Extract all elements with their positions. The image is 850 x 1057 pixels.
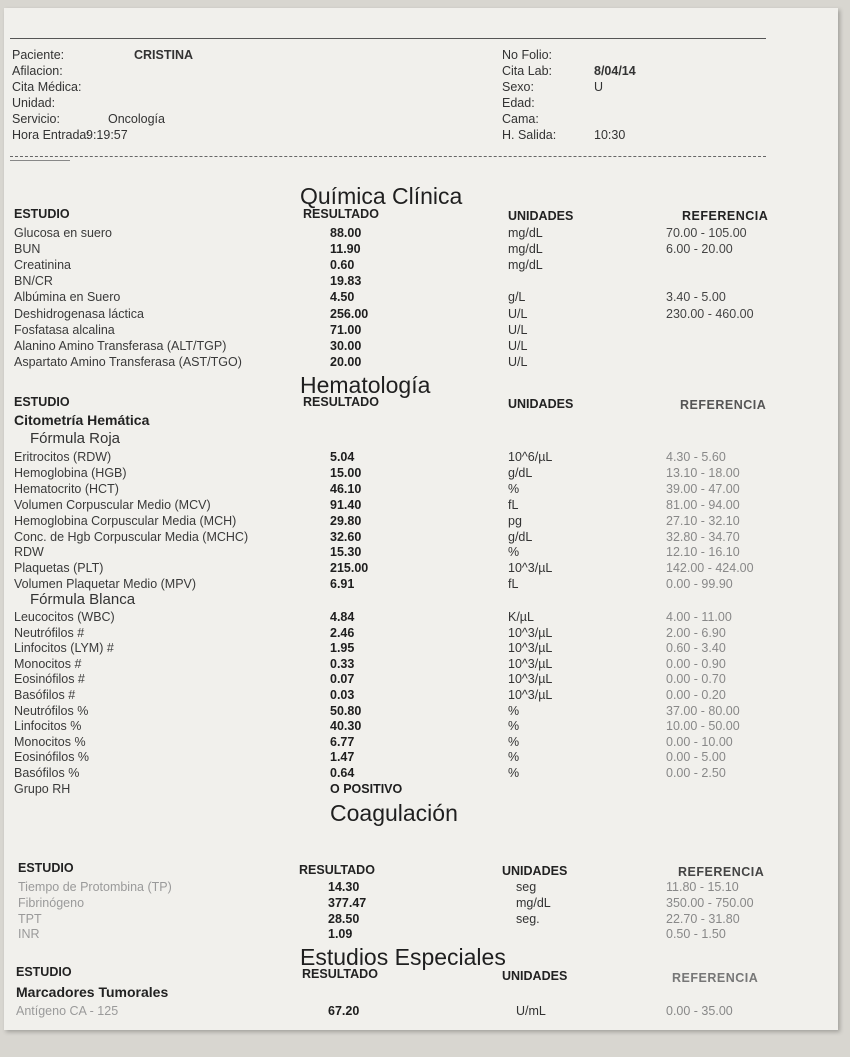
study-name: Monocitos % [14,734,86,749]
col-head-unidades: UNIDADES [508,209,574,223]
study-name: Alanino Amino Transferasa (ALT/TGP) [14,338,227,353]
study-name: Linfocitos % [14,719,82,734]
study-name: Aspartato Amino Transferasa (AST/TGO) [14,354,242,369]
study-name: Tiempo de Protombina (TP) [18,880,172,894]
result-value: 20.00 [330,354,362,369]
result-value: 256.00 [330,306,369,321]
unit-value: % [508,766,520,780]
result-value: 6.77 [330,734,355,749]
reference-range: 350.00 - 750.00 [666,895,754,910]
study-name: Plaquetas (PLT) [14,561,104,576]
study-name: Grupo RH [14,781,71,796]
table-row [4,306,838,322]
unit-value: U/L [508,338,528,353]
study-name: INR [18,927,40,942]
study-name: Antígeno CA - 125 [16,1004,119,1018]
reference-range: 0.00 - 35.00 [666,1004,733,1018]
table-row [4,481,838,497]
header-field-value: U [594,80,604,94]
study-name: Fibrinógeno [18,895,85,910]
result-value: 0.33 [330,656,355,671]
reference-range: 6.00 - 20.00 [666,242,733,257]
table-row [4,354,838,370]
table-row [4,911,838,927]
header-field-label: Cita Médica: [12,80,82,94]
header-field-value: Oncología [108,112,165,126]
header-field-label: Servicio: [12,112,60,126]
table-row [4,560,838,576]
reference-range: 0.00 - 0.70 [666,672,726,687]
table-row [4,765,838,781]
header-field-label: Cama: [502,112,539,126]
col-head-estudio: ESTUDIO [14,207,70,221]
result-value: 88.00 [330,226,362,240]
unit-value: 10^3/µL [508,625,553,640]
unit-value: U/L [508,306,528,321]
unit-value: 10^3/µL [508,561,553,576]
header-top-rule [10,38,766,39]
header-field-value: 10:30 [594,128,626,142]
unit-value: g/dL [508,465,533,480]
table-row [4,322,838,338]
result-value: 14.30 [328,880,360,894]
unit-value: 10^3/µL [508,688,553,702]
study-name: Neutrófilos # [14,625,85,640]
table-row [4,544,838,560]
result-value: 0.64 [330,766,355,780]
reference-range: 27.10 - 32.10 [666,513,740,528]
table-row [4,225,838,241]
study-name: Eosinófilos # [14,672,85,687]
reference-range: 230.00 - 460.00 [666,306,754,321]
study-name: Leucocitos (WBC) [14,610,115,624]
unit-value: mg/dL [508,258,543,273]
result-value: 46.10 [330,481,362,496]
col-head-estudio: ESTUDIO [18,861,74,875]
reference-range: 142.00 - 424.00 [666,561,754,576]
study-name: Albúmina en Suero [14,290,121,305]
header-field-label: Afilacion: [12,64,63,78]
study-name: Volumen Corpuscular Medio (MCV) [14,497,211,512]
result-value: 1.47 [330,750,355,765]
unit-value: mg/dL [508,226,543,240]
table-row [4,289,838,305]
reference-range: 0.00 - 0.90 [666,656,726,671]
unit-value: seg. [516,911,540,926]
table-row [4,879,838,895]
header-field-label: No Folio: [502,48,553,62]
study-name: Conc. de Hgb Corpuscular Media (MCHC) [14,529,249,544]
table-row [4,1003,838,1019]
reference-range: 13.10 - 18.00 [666,465,740,480]
unit-value: U/L [508,354,528,369]
col-head-resultado: RESULTADO [303,207,379,221]
table-row [4,513,838,529]
unit-value: g/dL [508,529,533,544]
col-head-referencia: REFERENCIA [678,865,765,879]
reference-range: 10.00 - 50.00 [666,719,740,734]
unit-value: fL [508,497,519,512]
table-row [4,687,838,703]
study-name: Eosinófilos % [14,750,90,765]
col-head-resultado: RESULTADO [303,395,379,409]
unit-value: 10^3/µL [508,641,553,656]
reference-range: 0.00 - 0.20 [666,688,726,702]
unit-value: fL [508,577,519,592]
study-name: Glucosa en suero [14,226,112,240]
reference-range: 0.00 - 99.90 [666,577,733,592]
header-field-label: H. Salida: [502,128,557,142]
unit-value: % [508,545,520,560]
table-row [4,338,838,354]
table-row [4,656,838,672]
result-value: 40.30 [330,719,362,734]
table-row [4,718,838,734]
col-head-unidades: UNIDADES [502,969,568,983]
table-row [4,576,838,592]
header-short-rule [10,160,70,161]
reference-range: 4.30 - 5.60 [666,450,726,464]
table-row [4,241,838,257]
col-head-unidades: UNIDADES [502,864,568,878]
study-name: Creatinina [14,258,71,273]
col-head-resultado: RESULTADO [302,967,378,981]
result-value: 30.00 [330,338,362,353]
result-value: 29.80 [330,513,362,528]
table-row [4,703,838,719]
study-name: BUN [14,242,41,257]
result-value: 4.50 [330,290,355,305]
study-name: Hemoglobina Corpuscular Media (MCH) [14,513,237,528]
header-field-label: Unidad: [12,96,56,110]
section-title-quimica: Química Clínica [300,183,463,209]
study-name: Eritrocitos (RDW) [14,450,112,464]
header-field-value: 9:19:57 [86,128,128,142]
header-field-label: Edad: [502,96,535,110]
reference-range: 3.40 - 5.00 [666,290,726,305]
result-value: 15.30 [330,545,362,560]
result-value: 19.83 [330,274,362,289]
study-name: BN/CR [14,274,53,289]
reference-range: 11.80 - 15.10 [666,880,739,894]
result-value: 15.00 [330,465,362,480]
table-row [4,640,838,656]
unit-value: mg/dL [516,895,551,910]
header-field-label: Hora Entrada: [12,128,90,142]
result-value: 1.09 [328,927,353,942]
study-name: TPT [18,911,42,926]
table-row [4,734,838,750]
header-field-label: Paciente: [12,48,65,62]
result-value: 0.07 [330,672,355,687]
result-value: 2.46 [330,625,355,640]
study-name: Hemoglobina (HGB) [14,465,127,480]
table-row [4,926,838,942]
study-name: Linfocitos (LYM) # [14,641,114,656]
table-row [4,671,838,687]
group-citometria: Citometría Hemática [14,412,150,428]
section-title-coagulacion: Coagulación [330,800,458,826]
header-bottom-rule [10,156,766,157]
unit-value: % [508,703,520,718]
reference-range: 81.00 - 94.00 [666,497,740,512]
header-field-label: Sexo: [502,80,534,94]
result-value: 71.00 [330,322,362,337]
col-head-resultado: RESULTADO [299,863,375,877]
result-value: 91.40 [330,497,362,512]
reference-range: 4.00 - 11.00 [666,610,732,624]
result-value: 1.95 [330,641,355,656]
header-field-label: Cita Lab: [502,64,553,78]
result-value: 6.91 [330,577,355,592]
section-title-hematologia: Hematología [300,372,431,398]
unit-value: % [508,750,520,765]
reference-range: 0.00 - 5.00 [666,750,726,765]
header-field-value: CRISTINA [134,48,194,62]
table-row [4,625,838,641]
study-name: Volumen Plaquetar Medio (MPV) [14,577,197,592]
reference-range: 37.00 - 80.00 [666,703,740,718]
result-value: 0.60 [330,258,355,273]
study-name: Hematocrito (HCT) [14,481,119,496]
result-value: 5.04 [330,450,355,464]
col-head-referencia: REFERENCIA [680,398,767,412]
table-row [4,497,838,513]
section-title-especiales: Estudios Especiales [300,944,506,970]
reference-range: 0.00 - 10.00 [666,734,733,749]
result-value: 28.50 [328,911,360,926]
result-value: O POSITIVO [330,781,403,796]
unit-value: g/L [508,290,526,305]
study-name: Neutrófilos % [14,703,89,718]
table-row [4,465,838,481]
reference-range: 0.00 - 2.50 [666,766,726,780]
table-row [4,257,838,273]
unit-value: % [508,734,520,749]
result-value: 377.47 [328,895,367,910]
unit-value: U/mL [516,1004,546,1018]
reference-range: 70.00 - 105.00 [666,226,747,240]
col-head-referencia: REFERENCIA [672,971,759,985]
reference-range: 32.80 - 34.70 [666,529,740,544]
group-marcadores: Marcadores Tumorales [16,984,169,1000]
result-value: 67.20 [328,1004,360,1018]
lab-report-sheet [4,8,838,1030]
col-head-estudio: ESTUDIO [16,965,72,979]
col-head-referencia: REFERENCIA [682,209,769,223]
result-value: 0.03 [330,688,355,702]
header-field-value: 8/04/14 [594,64,636,78]
table-row [4,781,838,797]
unit-value: seg [516,880,537,894]
col-head-estudio: ESTUDIO [14,395,70,409]
study-name: Deshidrogenasa láctica [14,306,144,321]
reference-range: 12.10 - 16.10 [666,545,740,560]
study-name: Basófilos # [14,688,76,702]
col-head-unidades: UNIDADES [508,397,574,411]
result-value: 4.84 [330,610,355,624]
unit-value: % [508,481,520,496]
unit-value: pg [508,513,522,528]
result-value: 32.60 [330,529,362,544]
reference-range: 0.50 - 1.50 [666,927,726,942]
table-row [4,609,838,625]
table-row [4,273,838,289]
result-value: 11.90 [330,242,361,257]
study-name: Monocitos # [14,656,82,671]
unit-value: 10^3/µL [508,656,553,671]
unit-value: mg/dL [508,242,543,257]
reference-range: 39.00 - 47.00 [666,481,740,496]
unit-value: 10^3/µL [508,672,553,687]
study-name: Basófilos % [14,766,80,780]
table-row [4,529,838,545]
unit-value: U/L [508,322,528,337]
unit-value: % [508,719,520,734]
result-value: 215.00 [330,561,369,576]
table-row [4,449,838,465]
subgroup-formula-roja: Fórmula Roja [30,430,121,447]
table-row [4,895,838,911]
unit-value: K/µL [508,610,534,624]
reference-range: 0.60 - 3.40 [666,641,726,656]
reference-range: 22.70 - 31.80 [666,911,740,926]
study-name: RDW [14,545,44,560]
subgroup-formula-blanca: Fórmula Blanca [30,591,136,608]
study-name: Fosfatasa alcalina [14,322,115,337]
table-row [4,749,838,765]
unit-value: 10^6/µL [508,450,553,464]
reference-range: 2.00 - 6.90 [666,625,726,640]
result-value: 50.80 [330,703,362,718]
